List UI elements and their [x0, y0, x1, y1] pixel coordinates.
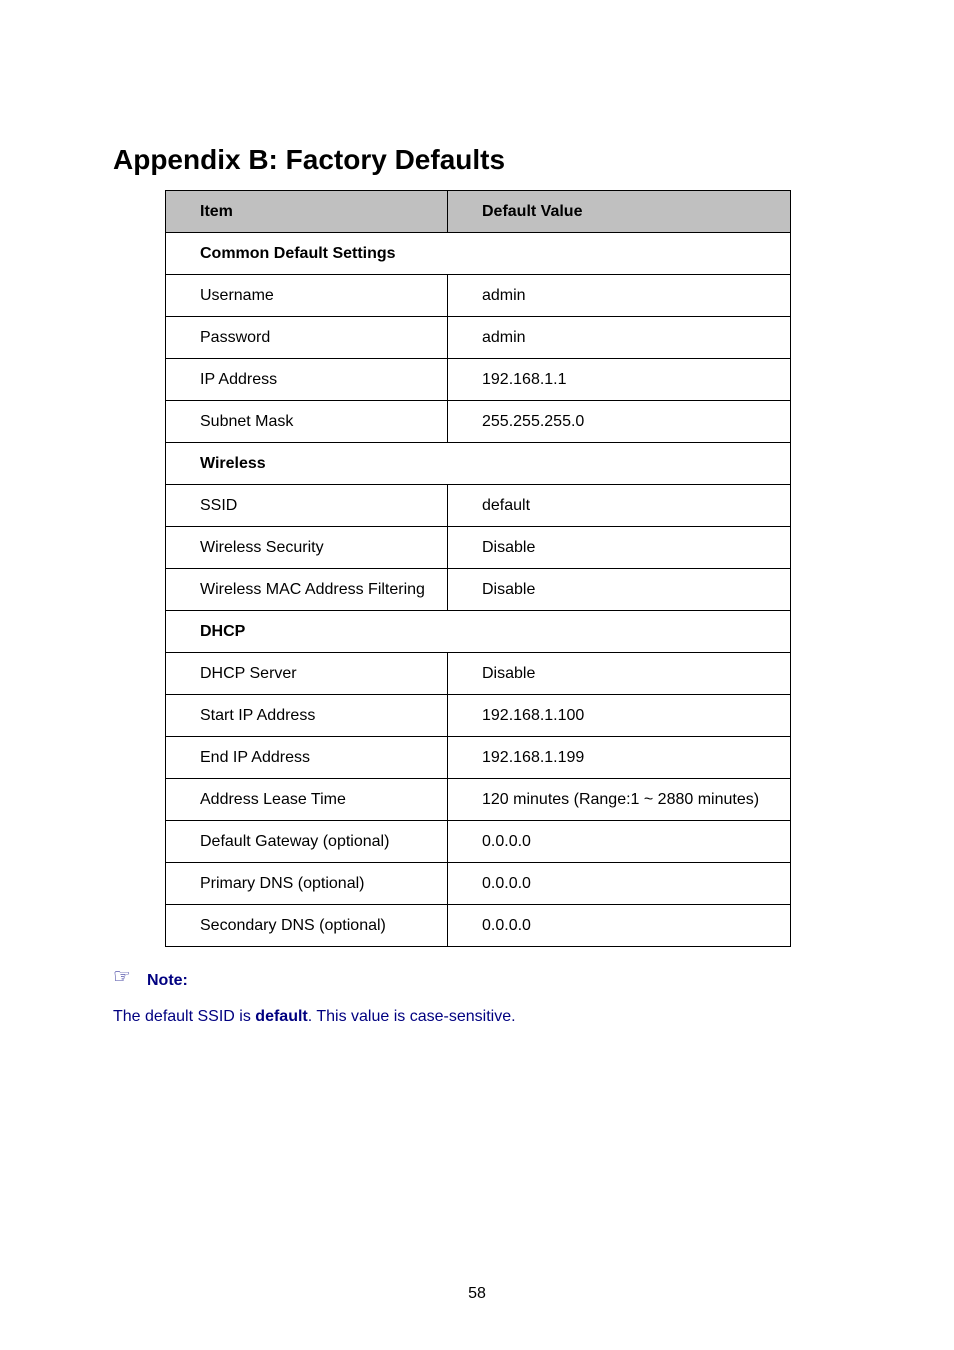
table-row	[166, 359, 791, 401]
table-row	[166, 527, 791, 569]
table-row	[166, 695, 791, 737]
item-cell: Start IP Address	[166, 695, 448, 737]
item-cell: End IP Address	[166, 737, 448, 779]
value-cell: 192.168.1.199	[448, 737, 791, 779]
note-label: Note:	[147, 972, 188, 989]
item-cell: Password	[166, 317, 448, 359]
table-row	[166, 569, 791, 611]
value-cell: Disable	[448, 527, 791, 569]
item-cell: Default Gateway (optional)	[166, 821, 448, 863]
table-header-row	[166, 191, 791, 233]
table-row	[166, 863, 791, 905]
note-heading	[113, 964, 188, 990]
value-cell: 255.255.255.0	[448, 401, 791, 443]
note-text-before: The default SSID is	[113, 1008, 256, 1025]
table-row	[166, 401, 791, 443]
item-cell: SSID	[166, 485, 448, 527]
value-cell: Disable	[448, 569, 791, 611]
value-cell: default	[448, 485, 791, 527]
value-cell: Disable	[448, 653, 791, 695]
value-cell: admin	[448, 275, 791, 317]
table-row	[166, 821, 791, 863]
section-title: DHCP	[166, 611, 791, 653]
table-row	[166, 275, 791, 317]
table-row	[166, 485, 791, 527]
header-default-value: Default Value	[448, 191, 791, 233]
value-cell: 120 minutes (Range:1 ~ 2880 minutes)	[448, 779, 791, 821]
page-title: Appendix B: Factory Defaults	[113, 144, 506, 175]
table-row	[166, 905, 791, 947]
item-cell: Secondary DNS (optional)	[166, 905, 448, 947]
section-title: Wireless	[166, 443, 791, 485]
value-cell: 0.0.0.0	[448, 821, 791, 863]
value-cell: 0.0.0.0	[448, 863, 791, 905]
item-cell: Wireless MAC Address Filtering	[166, 569, 448, 611]
page-number: 58	[468, 1285, 486, 1302]
value-cell: admin	[448, 317, 791, 359]
item-cell: DHCP Server	[166, 653, 448, 695]
item-cell: Address Lease Time	[166, 779, 448, 821]
item-cell: Primary DNS (optional)	[166, 863, 448, 905]
item-cell: Wireless Security	[166, 527, 448, 569]
note-text-after: . This value is case-sensitive.	[307, 1008, 516, 1025]
item-cell: Subnet Mask	[166, 401, 448, 443]
factory-defaults-table	[165, 190, 791, 947]
table-row	[166, 317, 791, 359]
section-title: Common Default Settings	[166, 233, 791, 275]
table-row	[166, 737, 791, 779]
header-item: Item	[166, 191, 448, 233]
table-row	[166, 653, 791, 695]
section-row	[166, 233, 791, 275]
table-body	[166, 233, 791, 947]
item-cell: Username	[166, 275, 448, 317]
item-cell: IP Address	[166, 359, 448, 401]
section-row	[166, 443, 791, 485]
value-cell: 192.168.1.1	[448, 359, 791, 401]
section-row	[166, 611, 791, 653]
pointing-hand-icon: ☞	[113, 966, 131, 988]
note-text-bold: default	[255, 1008, 308, 1025]
value-cell: 192.168.1.100	[448, 695, 791, 737]
note-text	[113, 1008, 516, 1026]
value-cell: 0.0.0.0	[448, 905, 791, 947]
table-row	[166, 779, 791, 821]
